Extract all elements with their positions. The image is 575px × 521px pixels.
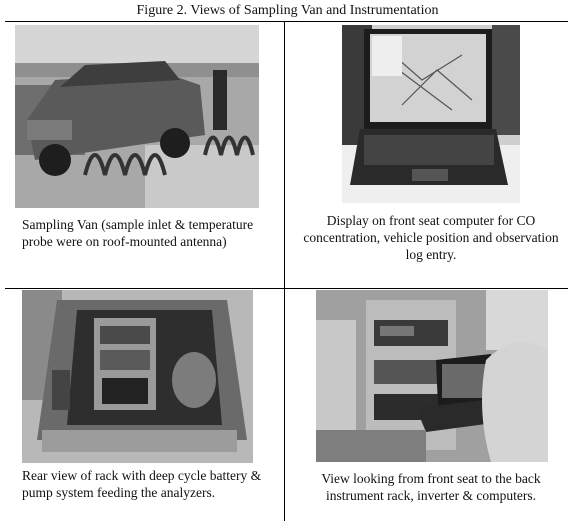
caption-sampling-van: Sampling Van (sample inlet & temperature probe were on roof-mounted antenna) — [22, 217, 254, 249]
figure-title: Figure 2. Views of Sampling Van and Instrumentation — [136, 3, 439, 18]
sampling-van-photo — [15, 25, 259, 208]
instrument-rack-interior-photo — [316, 290, 548, 462]
caption-laptop-display: Display on front seat computer for CO concentration, vehicle position and observation log entry. — [303, 213, 559, 262]
caption-rear-rack: Rear view of rack with deep cycle battery & pump system feeding the analyzers. — [22, 468, 262, 500]
caption-instrument-rack: View looking from front seat to the back instrument rack, inverter & computers. — [321, 471, 541, 503]
top-divider — [5, 21, 568, 22]
middle-divider — [5, 288, 568, 289]
rear-rack-photo — [22, 290, 253, 463]
vertical-divider — [284, 21, 285, 521]
laptop-display-photo — [342, 25, 520, 203]
